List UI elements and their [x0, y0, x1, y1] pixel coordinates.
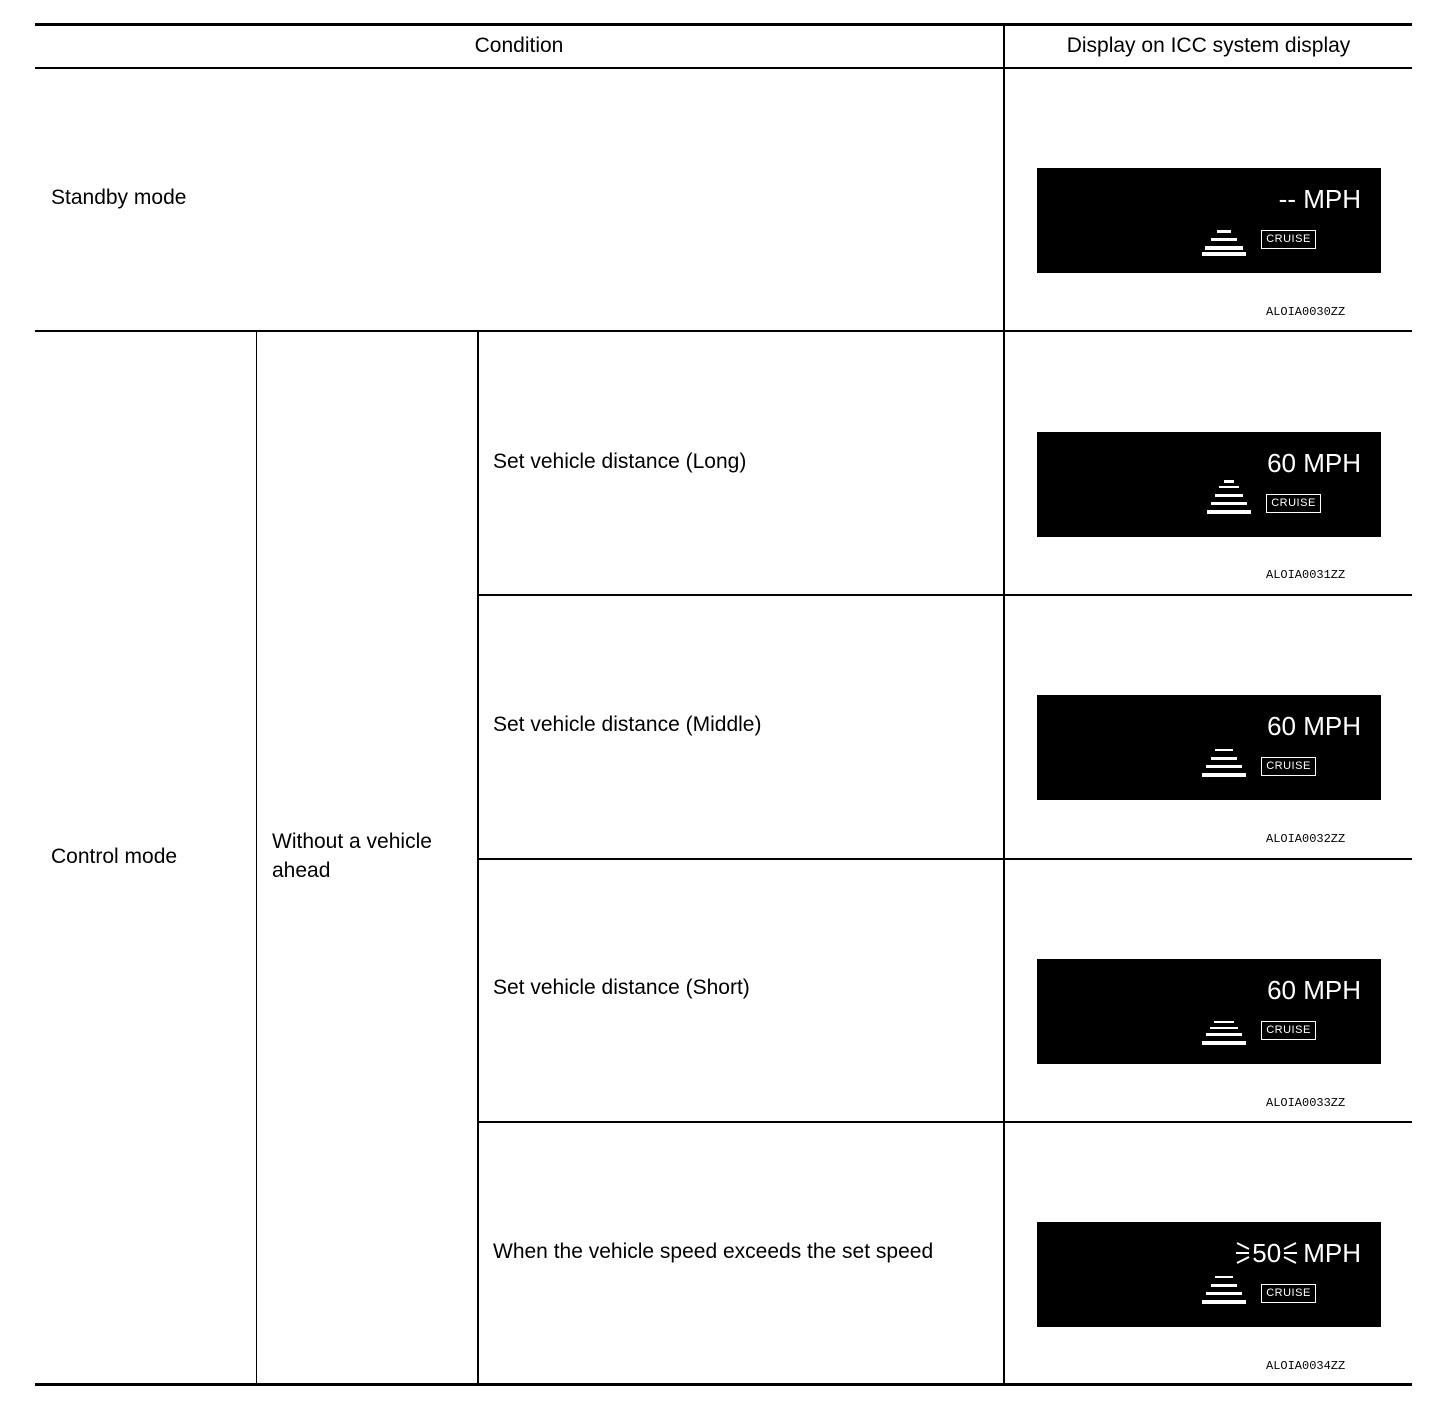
row-rule-middle — [478, 858, 1412, 860]
speed-value: 50 — [1252, 1238, 1282, 1268]
image-code: ALOIA0033ZZ — [1266, 1096, 1346, 1110]
flash-right-icon — [1281, 1240, 1299, 1266]
icc-display-short — [1037, 959, 1381, 1064]
condition-exceeds-set-speed: When the vehicle speed exceeds the set speed — [493, 1240, 934, 1263]
table-top-rule — [35, 23, 1412, 26]
speed-readout-flashing — [1234, 1236, 1361, 1270]
distance-indicator-icon — [1205, 480, 1253, 520]
icc-display-long — [1037, 432, 1381, 537]
image-code: ALOIA0032ZZ — [1266, 832, 1346, 846]
cruise-indicator: CRUISE — [1261, 230, 1316, 249]
speed-readout: 60 MPH — [1267, 448, 1361, 478]
condition-short: Set vehicle distance (Short) — [493, 976, 750, 999]
condition-middle: Set vehicle distance (Middle) — [493, 713, 762, 736]
column-rule-condition — [477, 331, 479, 1384]
distance-indicator-icon — [1200, 1007, 1248, 1047]
header-display: Display on ICC system display — [1066, 34, 1351, 57]
standby-mode-label: Standby mode — [51, 186, 187, 209]
header-condition: Condition — [474, 34, 564, 57]
flash-left-icon — [1234, 1240, 1252, 1266]
condition-long: Set vehicle distance (Long) — [493, 450, 747, 473]
speed-readout: 60 MPH — [1267, 711, 1361, 741]
row-rule-short — [478, 1121, 1412, 1123]
icc-display-exceeds — [1037, 1222, 1381, 1327]
header-rule — [35, 67, 1412, 69]
image-code: ALOIA0031ZZ — [1266, 568, 1346, 582]
column-rule-control — [256, 331, 257, 1384]
icc-display-standby — [1037, 168, 1381, 273]
distance-indicator-icon — [1200, 1270, 1248, 1310]
distance-indicator-icon — [1200, 216, 1248, 256]
speed-unit: MPH — [1303, 1238, 1361, 1268]
speed-readout: 60 MPH — [1267, 975, 1361, 1005]
image-code: ALOIA0034ZZ — [1266, 1359, 1346, 1373]
distance-indicator-icon — [1200, 743, 1248, 783]
row-rule-standby — [35, 330, 1412, 332]
cruise-indicator: CRUISE — [1266, 494, 1321, 513]
column-rule-display — [1003, 25, 1005, 1384]
cruise-indicator: CRUISE — [1261, 1021, 1316, 1040]
icc-display-middle — [1037, 695, 1381, 800]
image-code: ALOIA0030ZZ — [1266, 305, 1346, 319]
cruise-indicator: CRUISE — [1261, 1284, 1316, 1303]
row-rule-long — [478, 594, 1412, 596]
cruise-indicator: CRUISE — [1261, 757, 1316, 776]
table-bottom-rule — [35, 1383, 1412, 1386]
speed-readout: -- MPH — [1278, 184, 1361, 214]
control-mode-label: Control mode — [51, 845, 178, 868]
without-vehicle-ahead-label: Without a vehicle ahead — [272, 830, 432, 882]
